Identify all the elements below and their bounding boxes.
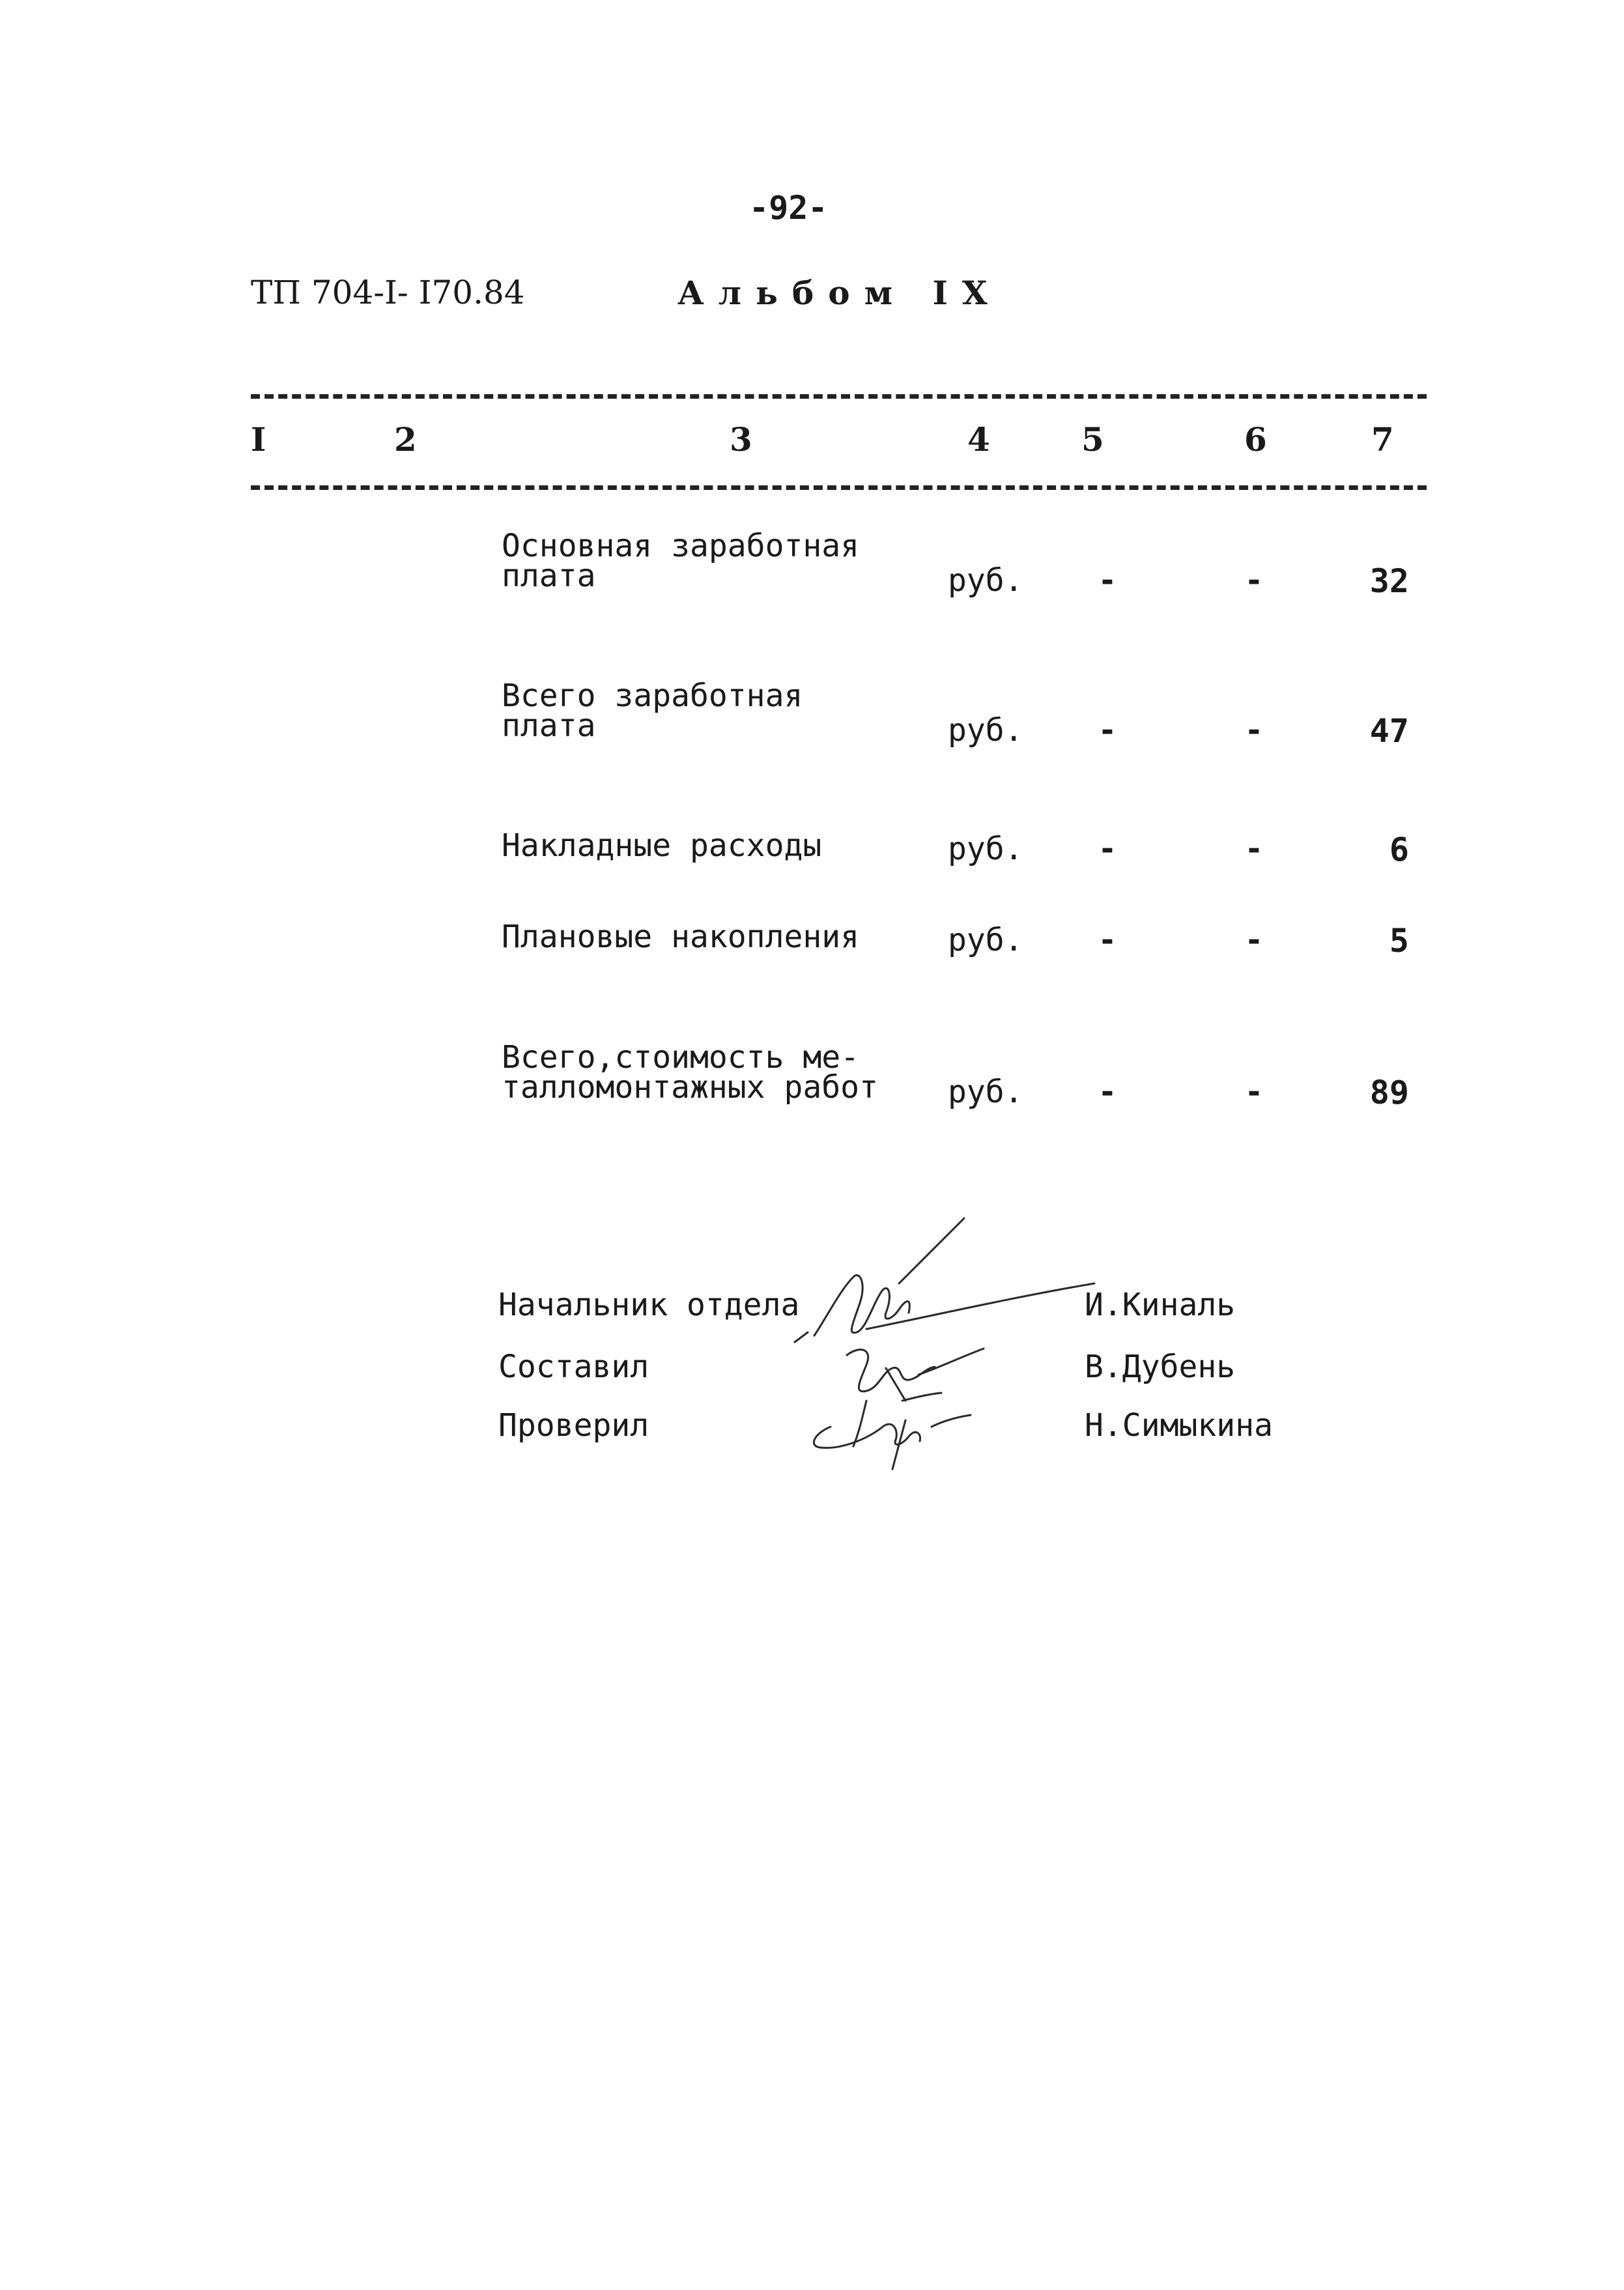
row-col5: - (1098, 831, 1117, 867)
row-unit: руб. (948, 831, 1023, 867)
signature-name: Н.Симыкина (1085, 1407, 1273, 1444)
row-col6: - (1244, 712, 1264, 749)
page-number: -92- (749, 189, 828, 227)
table-top-rule (251, 394, 1427, 399)
row-col7: 6 (1389, 831, 1409, 868)
row-col6: - (1244, 922, 1264, 958)
row-col7: 89 (1369, 1074, 1409, 1111)
column-header-4: 4 (967, 420, 990, 459)
row-col5: - (1098, 562, 1117, 599)
signature-name: В.Дубень (1085, 1349, 1236, 1385)
row-col6: - (1244, 1074, 1264, 1110)
row-col5: - (1098, 1074, 1117, 1110)
row-col6: - (1244, 562, 1264, 599)
signature-role: Проверил (498, 1407, 649, 1444)
column-header-3: 3 (730, 420, 752, 459)
row-unit: руб. (948, 712, 1023, 749)
row-label: Плановые накопления (502, 919, 860, 955)
row-col7: 5 (1389, 922, 1409, 960)
column-header-6: 6 (1244, 420, 1267, 459)
signature-name: И.Киналь (1085, 1287, 1236, 1323)
row-unit: руб. (948, 922, 1023, 958)
row-col6: - (1244, 831, 1264, 867)
row-col7: 47 (1369, 712, 1409, 750)
handwritten-signature-icon (769, 1205, 1133, 1479)
row-col5: - (1098, 922, 1117, 958)
row-col7: 32 (1369, 562, 1409, 600)
column-header-2: 2 (394, 420, 417, 459)
row-label: Всего заработная плата (502, 678, 803, 744)
row-col5: - (1098, 712, 1117, 749)
row-label: Всего,стоимость ме- талломонтажных работ (502, 1039, 878, 1106)
column-header-5: 5 (1081, 420, 1104, 459)
table-header-rule (251, 485, 1427, 490)
signature-role: Начальник отдела (498, 1287, 800, 1323)
album-title: Альбом IX (677, 274, 1002, 312)
row-label: Основная заработная плата (502, 528, 860, 594)
signature-role: Составил (498, 1349, 649, 1385)
column-header-1: I (251, 420, 266, 459)
row-unit: руб. (948, 1074, 1023, 1110)
document-code: ТП 704-I- I70.84 (251, 274, 525, 311)
row-unit: руб. (948, 562, 1023, 599)
row-label: Накладные расходы (502, 827, 822, 864)
column-header-7: 7 (1371, 420, 1394, 459)
